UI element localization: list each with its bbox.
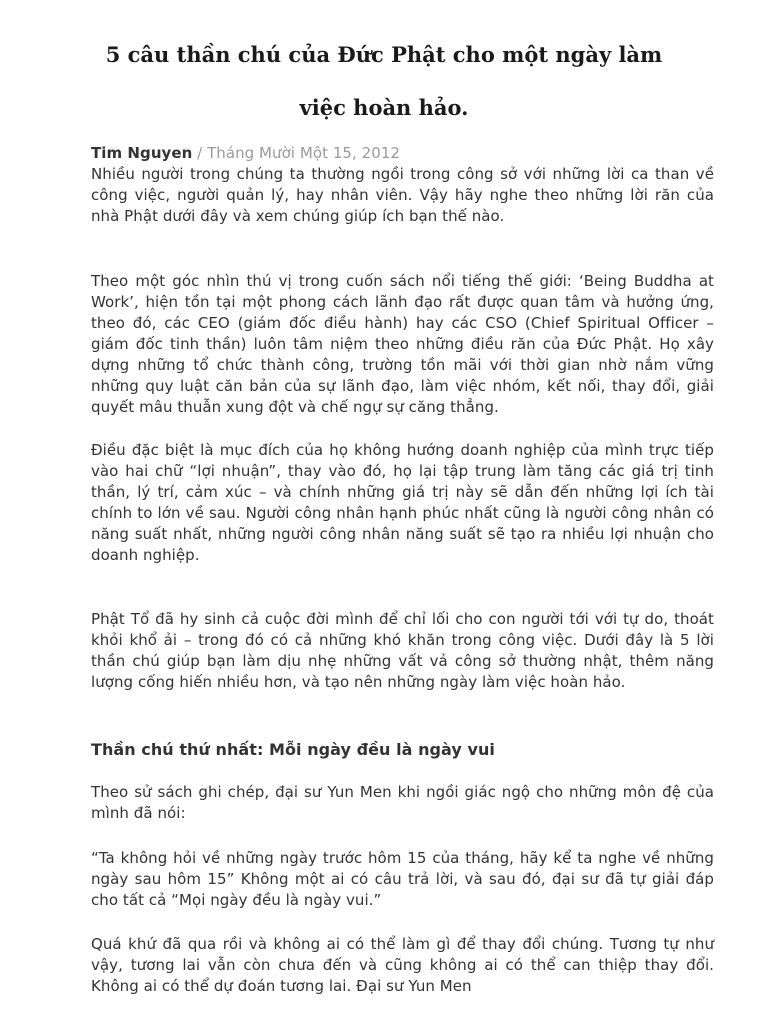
intro-paragraph: Nhiều người trong chúng ta thường ngồi trong công sở với những lời ca than về công việc, người quản lý, hay nhân viên. Vậy hãy nghe theo những lời răn của nhà Phật dưới đây và xem chúng giúp ích bạn thế nào. xyxy=(91,165,714,225)
publish-date: Tháng Mười Một 15, 2012 xyxy=(207,144,401,162)
article-title-line-1: 5 câu thần chú của Đức Phật cho một ngày làm xyxy=(105,42,663,67)
article-title-line-2: việc hoàn hảo. xyxy=(299,95,469,120)
byline-separator: / xyxy=(192,144,208,162)
section-heading-1: Thần chú thứ nhất: Mỗi ngày đều là ngày vui xyxy=(91,740,495,759)
author-name: Tim Nguyen xyxy=(91,144,193,162)
paragraph-3: Điều đặc biệt là mục đích của họ không hướng doanh nghiệp của mình trực tiếp vào hai chữ “lợi nhuận”, thay vào đó, họ lại tập trung làm tăng các giá trị tinh thần, lý trí, cảm xúc – và chính những giá trị này sẽ dẫn đến những lợi ích tài chính to lớn về sau. Người công nhân hạnh phúc nhất cũng là người công nhân có năng suất nhất, những người công nhân năng suất sẽ tạo ra nhiều lợi nhuận cho doanh nghiệp. xyxy=(91,441,714,564)
paragraph-4: Phật Tổ đã hy sinh cả cuộc đời mình để chỉ lối cho con người tới với tự do, thoát khỏi khổ ải – trong đó có cả những khó khăn trong công việc. Dưới đây là 5 lời thần chú giúp bạn làm dịu nhẹ những vất vả công sở thường nhật, thêm năng lượng cống hiến nhiều hơn, và tạo nên những ngày làm việc hoàn hảo. xyxy=(91,610,714,691)
paragraph-5: Theo sử sách ghi chép, đại sư Yun Men khi ngồi giác ngộ cho những môn đệ của mình đã nói: xyxy=(91,783,714,822)
quote-paragraph: “Ta không hỏi về những ngày trước hôm 15 của tháng, hãy kể ta nghe về những ngày sau hôm 15” Không một ai có câu trả lời, và sau đó, đại sư đã tự giải đáp cho tất cả “Mọi ngày đều là ngày vui.” xyxy=(91,849,714,909)
paragraph-2: Theo một góc nhìn thú vị trong cuốn sách nổi tiếng thế giới: ‘Being Buddha at Work’, hiện tồn tại một phong cách lãnh đạo rất được quan tâm và hưởng ứng, theo đó, các CEO (giám đốc điều hành) hay các CSO (Chief Spiritual Officer – giám đốc tinh thần) luôn tâm niệm theo những điều răn của Đức Phật. Họ xây dựng những tổ chức thành công, trường tồn mãi với thời gian nhờ nắm vững những quy luật căn bản của sự lãnh đạo, làm việc nhóm, kết nối, thay đổi, giải quyết mâu thuẫn xung đột và chế ngự sự căng thẳng. xyxy=(91,272,714,416)
article-meta-and-intro xyxy=(91,143,714,227)
article-byline xyxy=(91,143,714,164)
paragraph-7: Quá khứ đã qua rồi và không ai có thể làm gì để thay đổi chúng. Tương tự như vậy, tương lai vẫn còn chưa đến và cũng không ai có thể can thiệp thay đổi. Không ai có thể dự đoán tương lai. Đại sư Yun Men xyxy=(91,935,714,995)
